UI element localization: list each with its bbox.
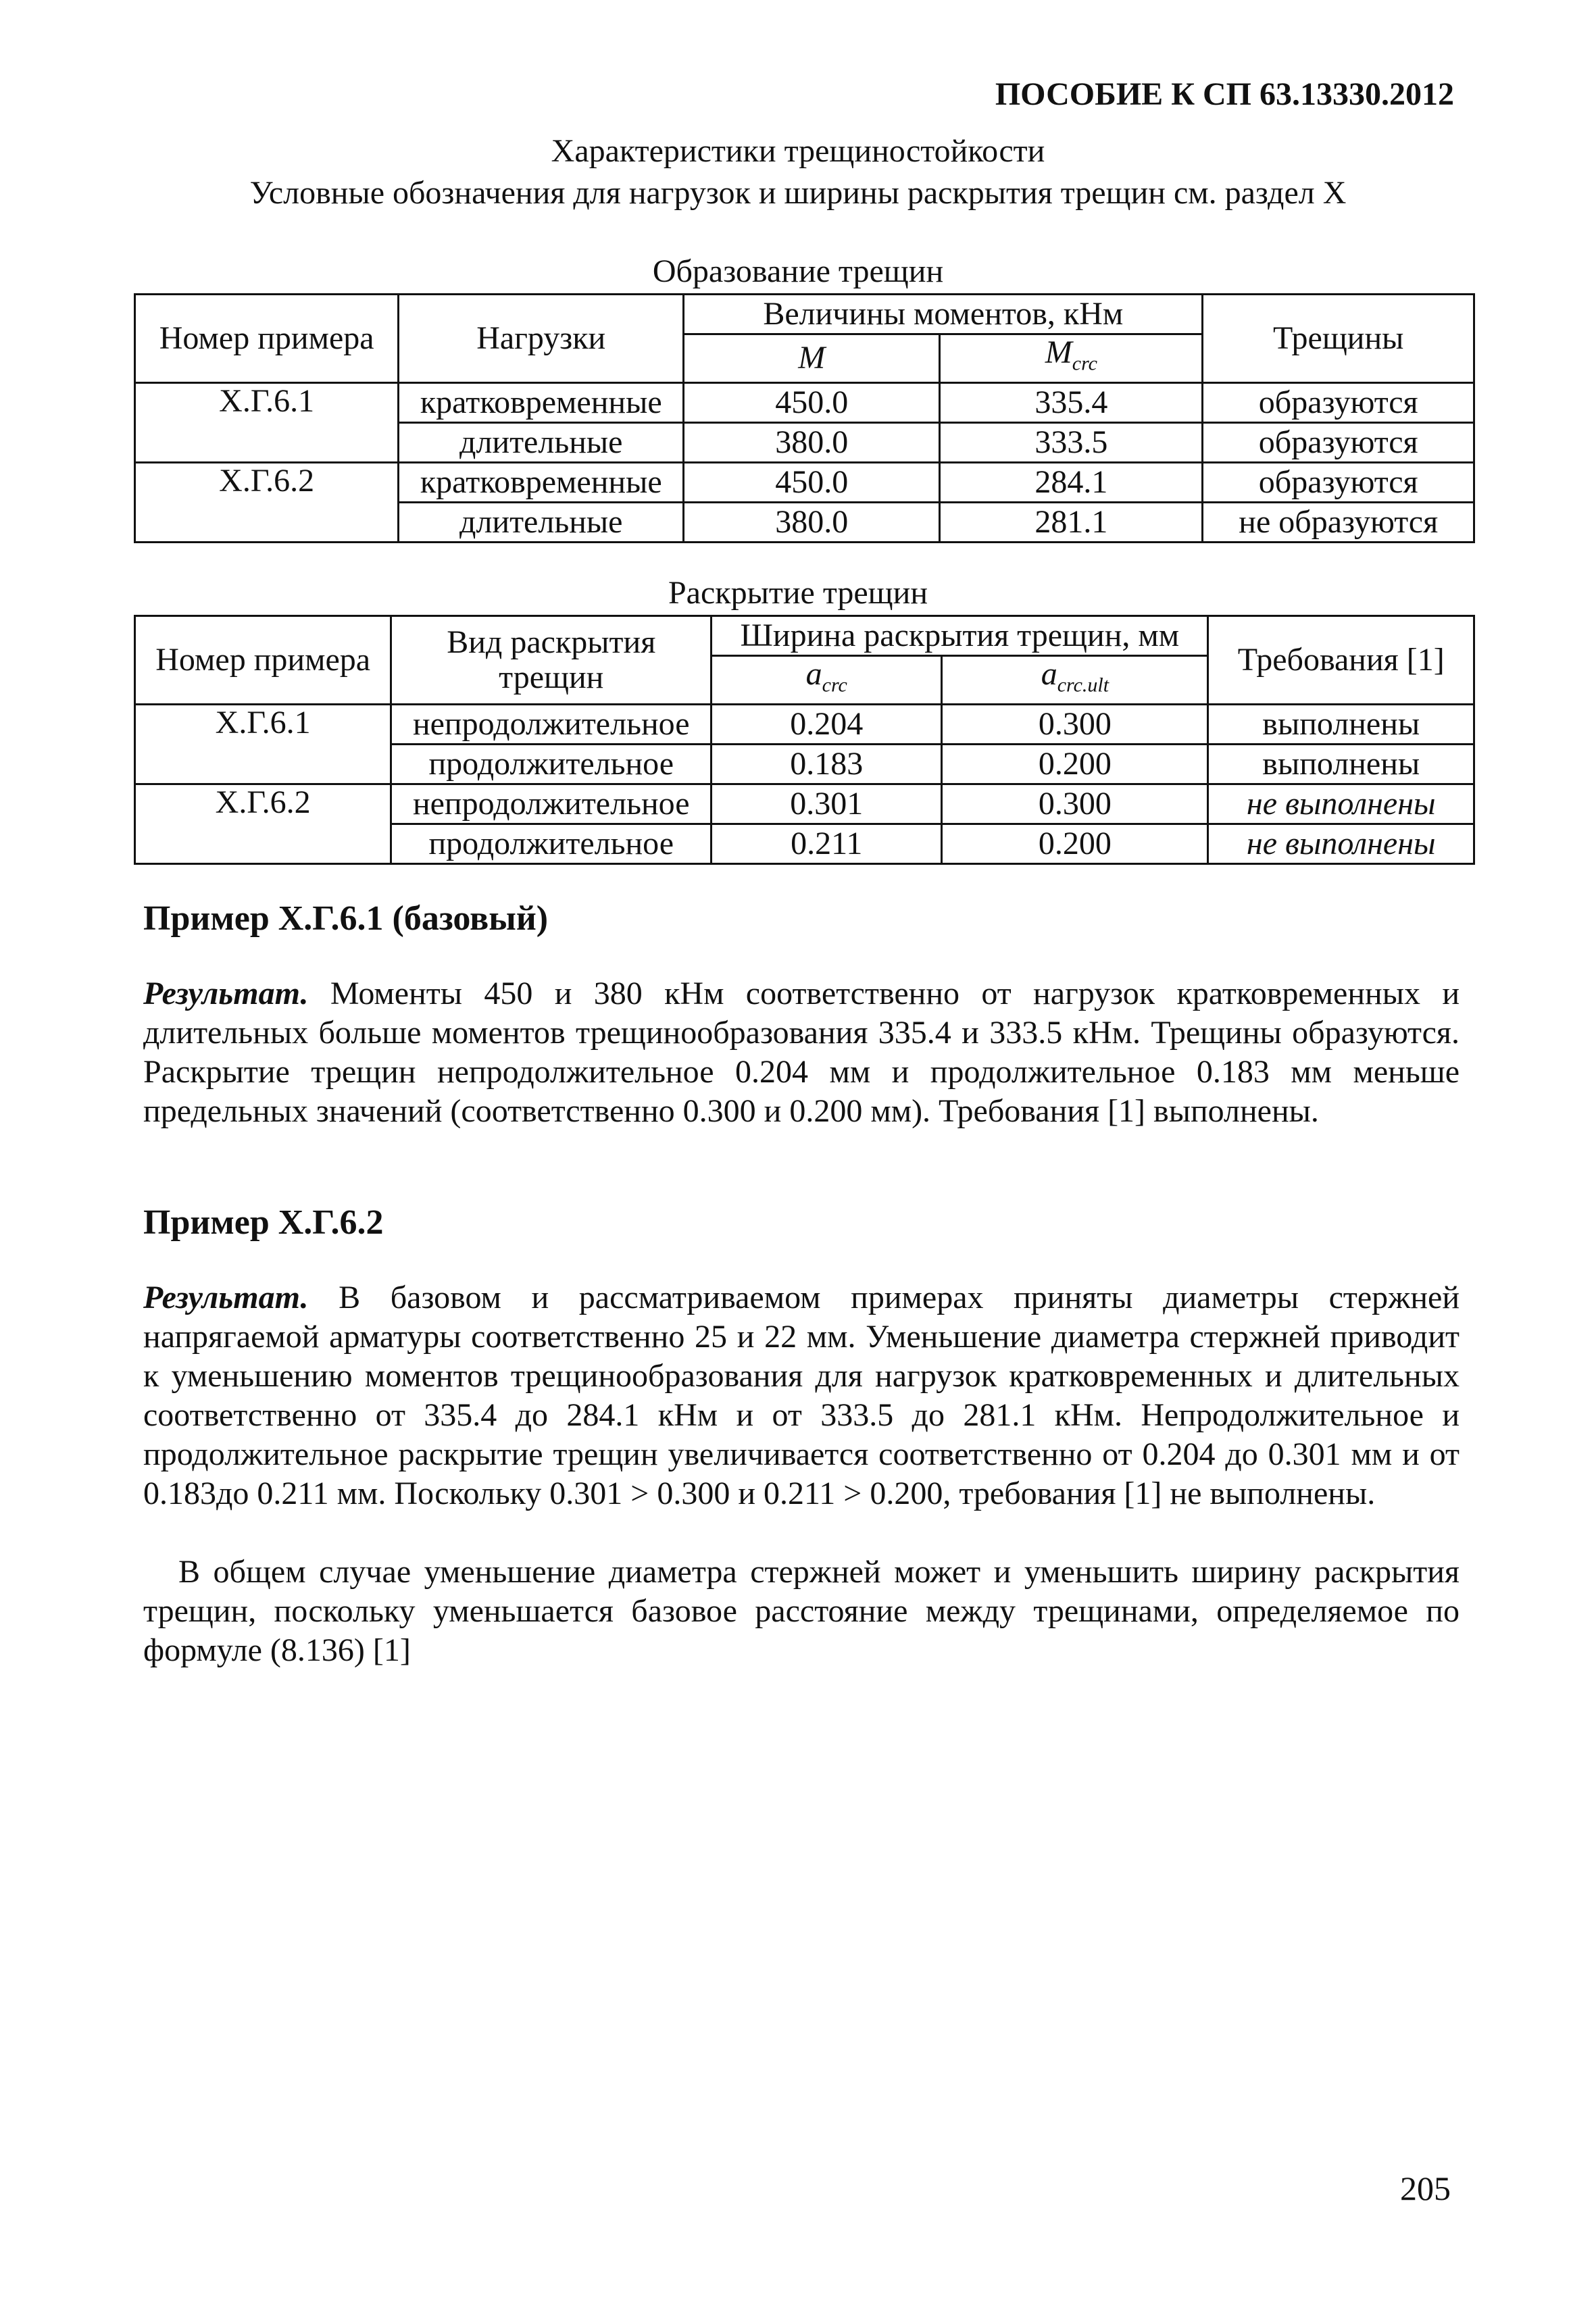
cell-acrc: 0.204 [712,704,942,744]
header-acrc-ult: $a_{crc.ult}$ [942,656,1208,705]
cell-m: 450.0 [684,382,940,422]
cell-type: непродолжительное [391,784,712,824]
cell-acrc: 0.301 [712,784,942,824]
example1-heading: Пример Х.Г.6.1 (базовый) [143,899,549,938]
document-header: ПОСОБИЕ К СП 63.13330.2012 [995,76,1454,112]
cell-acrcult: 0.300 [942,784,1208,824]
cell-load: длительные [399,422,684,462]
cell-type: продолжительное [391,744,712,784]
cell-example: Х.Г.6.2 [135,784,391,863]
table-row [135,382,1474,422]
cell-mcrc: 284.1 [940,462,1203,502]
cell-acrc: 0.183 [712,744,942,784]
header-requirements: Требования [1] [1208,616,1474,705]
table-row [135,784,1474,824]
header-loads: Нагрузки [399,295,684,383]
cell-load: длительные [399,502,684,542]
cell-m: 450.0 [684,462,940,502]
cell-m: 380.0 [684,422,940,462]
cell-mcrc: 281.1 [940,502,1203,542]
header-m: M [684,334,940,383]
header-example: Номер примера [135,295,399,383]
crack-opening-table [134,615,1475,865]
example2-paragraph-2: В общем случае уменьшение диаметра стержней может и уменьшить ширину раскрытия трещин, поскольку уменьшается базовое расстояние между трещинами, определяемое по формуле (8.136) [1] [143,1554,1460,1668]
header-width: Ширина раскрытия трещин, мм [712,616,1208,656]
cell-acrc: 0.211 [712,824,942,863]
cell-req: не выполнены [1208,784,1474,824]
cell-m: 380.0 [684,502,940,542]
header-mcrc: $M_{crc}$ [940,334,1203,383]
crack-formation-table [134,293,1475,543]
example2-heading: Пример Х.Г.6.2 [143,1203,384,1242]
cell-cracks: образуются [1203,462,1474,502]
cell-load: кратковременные [399,462,684,502]
cell-req: выполнены [1208,744,1474,784]
header-crack-type: Вид раскрытия трещин [391,616,712,705]
cell-example: Х.Г.6.2 [135,462,399,542]
table1-caption: Образование трещин [652,253,944,289]
page-number: 205 [1400,2169,1451,2207]
cell-mcrc: 335.4 [940,382,1203,422]
cell-req: не выполнены [1208,824,1474,863]
cell-example: Х.Г.6.1 [135,382,399,462]
header-moments: Величины моментов, кНм [684,295,1203,334]
header-example: Номер примера [135,616,391,705]
cell-acrcult: 0.300 [942,704,1208,744]
example1-paragraph: Результат. Моменты 450 и 380 кНм соответственно от нагрузок кратковременных и длительных больше моментов трещинообразования 335.4 и 333.5 кНм. Трещины образуются. Раскрытие трещин непродолжительное 0.204 мм и продолжительное 0.183 мм меньше предельных значений (соответственно 0.300 и 0.200 мм). Требования [1] выполнены. [143,976,1460,1129]
cell-type: продолжительное [391,824,712,863]
table-row [135,704,1474,744]
cell-example: Х.Г.6.1 [135,704,391,784]
cell-acrcult: 0.200 [942,824,1208,863]
cell-cracks: образуются [1203,382,1474,422]
table-row [135,462,1474,502]
cell-cracks: не образуются [1203,502,1474,542]
header-acrc: $a_{crc}$ [712,656,942,705]
cell-req: выполнены [1208,704,1474,744]
cell-type: непродолжительное [391,704,712,744]
section-subtitle: Условные обозначения для нагрузок и ширины раскрытия трещин см. раздел X [249,175,1347,211]
cell-acrcult: 0.200 [942,744,1208,784]
example2-paragraph: Результат. В базовом и рассматриваемом примерах приняты диаметры стержней напрягаемой арматуры соответственно 25 и 22 мм. Уменьшение диаметра стержней приводит к уменьшению моментов трещинообразования для нагрузок кратковременных и длительных соответственно от 335.4 до 284.1 кНм и от 333.5 до 281.1 кНм. Непродолжительное и продолжительное раскрытие трещин увеличивается соответственно от 0.204 до 0.301 мм и от 0.183до 0.211 мм. Поскольку 0.301 > 0.300 и 0.211 > 0.200, требования [1] не выполнены. [143,1280,1460,1511]
table2-caption: Раскрытие трещин [668,575,928,611]
cell-mcrc: 333.5 [940,422,1203,462]
cell-load: кратковременные [399,382,684,422]
cell-cracks: образуются [1203,422,1474,462]
section-title: Характеристики трещиностойкости [551,133,1045,169]
header-cracks: Трещины [1203,295,1474,383]
